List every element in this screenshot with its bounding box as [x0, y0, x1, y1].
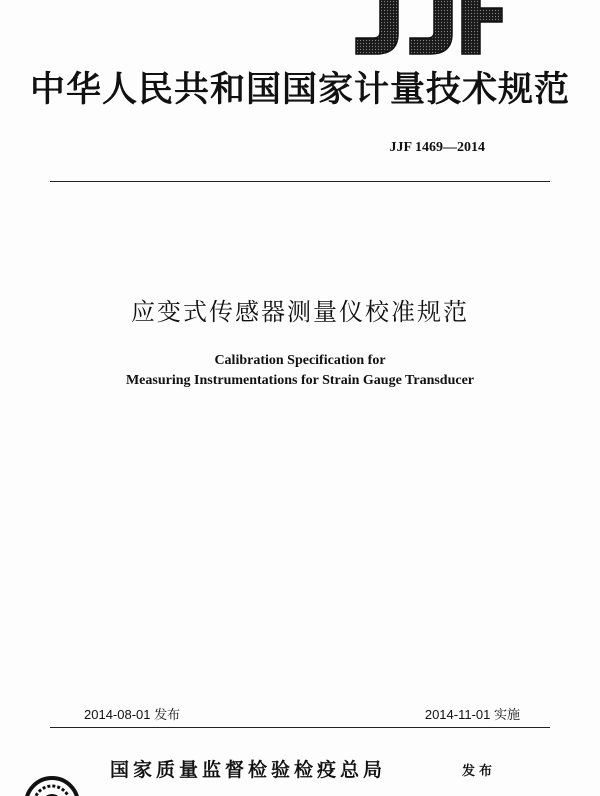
english-title-line1: Calibration Specification for: [214, 353, 386, 368]
standard-number: JJF 1469—2014: [389, 140, 485, 155]
issue-date: 2014-08-01 发布: [84, 707, 181, 722]
jjf-logo: [350, 0, 508, 56]
chinese-title: 应变式传感器测量仪校准规范: [131, 298, 469, 326]
department-title: 中华人民共和国国家计量技术规范: [29, 69, 570, 110]
implementation-date: 2014-11-01 实施: [424, 707, 520, 722]
top-divider: [50, 181, 550, 182]
publisher-name: 国家质量监督检验检疫总局: [110, 759, 387, 781]
bottom-divider: [50, 727, 550, 728]
english-title-line2: Measuring Instrumentations for Strain Gauge Transducer: [125, 373, 475, 388]
publisher-suffix: 发布: [462, 764, 497, 779]
emblem-icon: [22, 774, 82, 796]
